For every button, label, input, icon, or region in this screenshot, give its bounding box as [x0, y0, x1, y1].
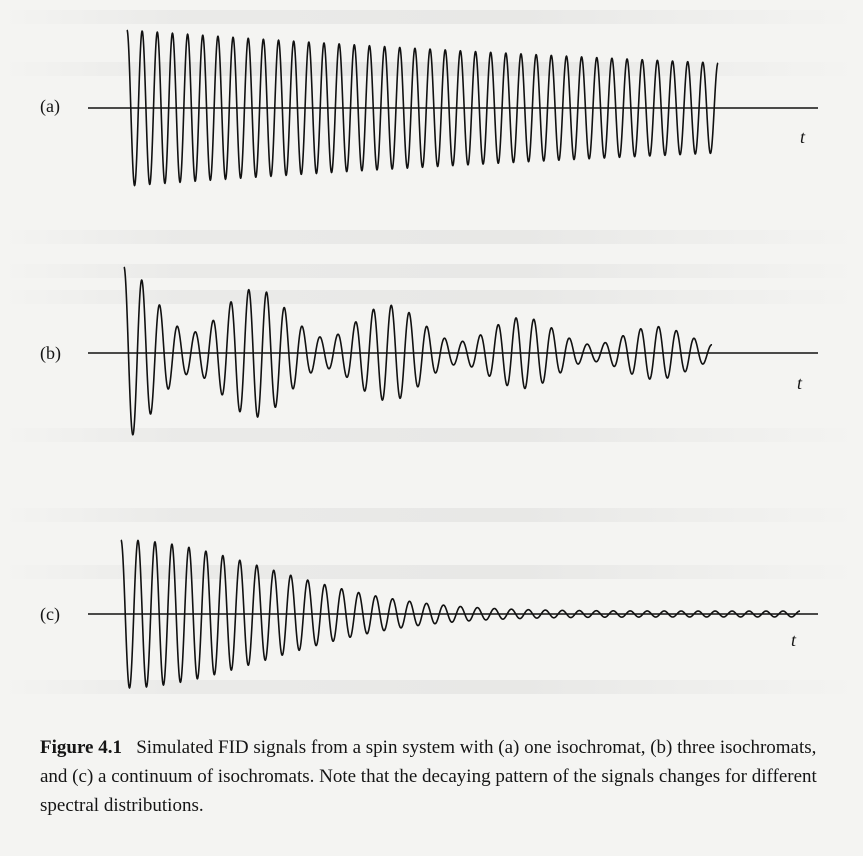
- panel-b-label: (b): [40, 343, 61, 363]
- caption-text: Simulated FID signals from a spin system with (a) one isochromat, (b) three isochromats, and (c) a continuum of isochromats. Note that the decaying pattern of the signals changes for different spectral distributions.: [40, 737, 817, 816]
- panel-c-axis-label: t: [791, 630, 797, 650]
- panel-b-axis-label: t: [797, 373, 803, 393]
- panel-a-label: (a): [40, 96, 60, 116]
- panel-a-axis-label: t: [800, 127, 806, 147]
- show-through-line: [0, 230, 863, 244]
- figure-number: Figure 4.1: [40, 737, 122, 758]
- show-through-line: [0, 508, 863, 522]
- panel-b-signal: [124, 267, 712, 435]
- panel-a-plot: [0, 18, 863, 198]
- panel-c-plot: [0, 524, 863, 704]
- panel-b-plot: [0, 258, 863, 448]
- panel-c-label: (c): [40, 604, 60, 624]
- figure-caption: [40, 733, 830, 820]
